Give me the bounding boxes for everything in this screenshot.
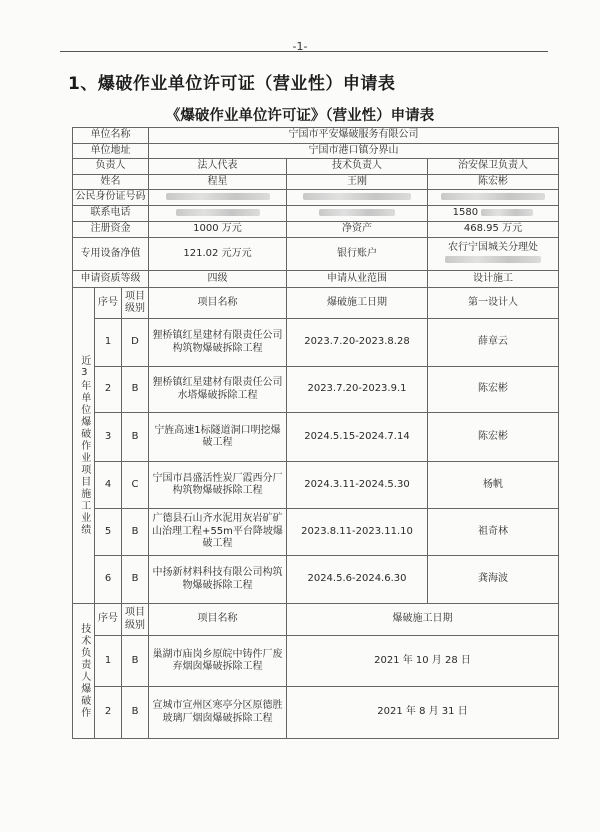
net-assets-value: 468.95 万元	[428, 222, 559, 238]
legal-rep-name: 程星	[149, 175, 287, 190]
project-dates: 2023.8.11-2023.11.10	[287, 509, 428, 556]
tech-project-name: 宣城市宣州区寒亭分区原德胜玻璃厂烟囱爆破拆除工程	[149, 687, 287, 739]
projects-section-label: 近3年单位爆破作业项目施工业绩	[73, 288, 95, 604]
project-dates: 2023.7.20-2023.8.28	[287, 319, 428, 367]
security-lead-phone	[428, 206, 559, 222]
id-number-label: 公民身份证号码	[73, 190, 149, 206]
table-title: 《爆破作业单位许可证》（营业性）申请表	[165, 108, 435, 124]
tech-lead-label: 技术负责人	[287, 159, 428, 175]
tech-col-name: 项目名称	[149, 604, 287, 636]
table-row	[73, 319, 559, 367]
table-row	[73, 636, 559, 687]
tech-projects-section-label: 技术负责人爆破作	[73, 604, 95, 739]
tech-project-seq: 2	[95, 687, 122, 739]
tech-project-date: 2021 年 8 月 31 日	[287, 687, 559, 739]
registered-capital-label: 注册资金	[73, 222, 149, 238]
project-dates: 2024.5.6-2024.6.30	[287, 556, 428, 604]
tech-lead-name: 王刚	[287, 175, 428, 190]
page-number: -1-	[292, 40, 308, 53]
net-assets-label: 净资产	[287, 222, 428, 238]
bank-number-redacted	[430, 254, 556, 267]
practice-scope-label: 申请从业范围	[287, 271, 428, 288]
table-row	[73, 556, 559, 604]
table-row	[73, 509, 559, 556]
security-lead-label: 治安保卫负责人	[428, 159, 559, 175]
tech-lead-id-redacted	[287, 190, 428, 206]
table-row	[73, 367, 559, 413]
legal-rep-phone-redacted	[149, 206, 287, 222]
tech-project-name: 巢湖市庙岗乡原皖中铸件厂废弃烟囱爆破拆除工程	[149, 636, 287, 687]
project-seq: 5	[95, 509, 122, 556]
project-designer: 薛章云	[428, 319, 559, 367]
project-level: B	[122, 556, 149, 604]
project-level: D	[122, 319, 149, 367]
projects-col-level: 项目级别	[122, 288, 149, 319]
table-row	[73, 462, 559, 509]
section-heading: 1、爆破作业单位许可证（营业性）申请表	[68, 74, 396, 94]
qualification-level-label: 申请资质等级	[73, 271, 149, 288]
projects-col-designer: 第一设计人	[428, 288, 559, 319]
unit-name-value: 宁国市平安爆破服务有限公司	[149, 128, 559, 144]
tech-project-level: B	[122, 687, 149, 739]
equipment-value-label: 专用设备净值	[73, 238, 149, 271]
legal-rep-id-redacted	[149, 190, 287, 206]
project-designer: 祖奇林	[428, 509, 559, 556]
tech-col-seq: 序号	[95, 604, 122, 636]
project-name: 狸桥镇红星建材有限责任公司水塔爆破拆除工程	[149, 367, 287, 413]
project-seq: 4	[95, 462, 122, 509]
project-name: 中扬新材料科技有限公司构筑物爆破拆除工程	[149, 556, 287, 604]
projects-col-seq: 序号	[95, 288, 122, 319]
project-seq: 1	[95, 319, 122, 367]
phone-label: 联系电话	[73, 206, 149, 222]
project-seq: 2	[95, 367, 122, 413]
project-designer: 杨帆	[428, 462, 559, 509]
name-label: 姓名	[73, 175, 149, 190]
tech-lead-phone-redacted	[287, 206, 428, 222]
practice-scope-value: 设计施工	[428, 271, 559, 288]
project-level: B	[122, 413, 149, 462]
tech-col-date: 爆破施工日期	[287, 604, 559, 636]
project-name: 广德县石山齐水泥用灰岩矿矿山治理工程+55m平台降坡爆破工程	[149, 509, 287, 556]
project-level: C	[122, 462, 149, 509]
project-level: B	[122, 367, 149, 413]
project-name: 宁国市昌盛活性炭厂霞西分厂构筑物爆破拆除工程	[149, 462, 287, 509]
table-row	[73, 413, 559, 462]
project-designer: 陈宏彬	[428, 413, 559, 462]
header-rule	[60, 51, 548, 52]
legal-rep-label: 法人代表	[149, 159, 287, 175]
bank-account-value	[428, 238, 559, 271]
project-name: 宁旌高速1标隧道洞口明挖爆破工程	[149, 413, 287, 462]
tech-project-seq: 1	[95, 636, 122, 687]
application-form-table	[72, 127, 559, 739]
unit-address-label: 单位地址	[73, 144, 149, 159]
security-lead-phone-visible: 1580	[452, 207, 479, 219]
tech-project-date: 2021 年 10 月 28 日	[287, 636, 559, 687]
project-name: 狸桥镇红星建材有限责任公司构筑物爆破拆除工程	[149, 319, 287, 367]
projects-col-name: 项目名称	[149, 288, 287, 319]
tech-col-level: 项目级别	[122, 604, 149, 636]
project-seq: 3	[95, 413, 122, 462]
project-dates: 2024.5.15-2024.7.14	[287, 413, 428, 462]
security-lead-id-redacted	[428, 190, 559, 206]
bank-name: 农行宁国城关分理处	[448, 241, 538, 253]
bank-account-label: 银行账户	[287, 238, 428, 271]
table-row	[73, 687, 559, 739]
equipment-value: 121.02 元万元	[149, 238, 287, 271]
tech-project-level: B	[122, 636, 149, 687]
project-level: B	[122, 509, 149, 556]
project-dates: 2023.7.20-2023.9.1	[287, 367, 428, 413]
project-designer: 龚海波	[428, 556, 559, 604]
project-dates: 2024.3.11-2024.5.30	[287, 462, 428, 509]
project-seq: 6	[95, 556, 122, 604]
qualification-level-value: 四级	[149, 271, 287, 288]
security-lead-name: 陈宏彬	[428, 175, 559, 190]
project-designer: 陈宏彬	[428, 367, 559, 413]
person-in-charge-label: 负责人	[73, 159, 149, 175]
unit-name-label: 单位名称	[73, 128, 149, 144]
projects-col-dates: 爆破施工日期	[287, 288, 428, 319]
unit-address-value: 宁国市港口镇分界山	[149, 144, 559, 159]
registered-capital-value: 1000 万元	[149, 222, 287, 238]
